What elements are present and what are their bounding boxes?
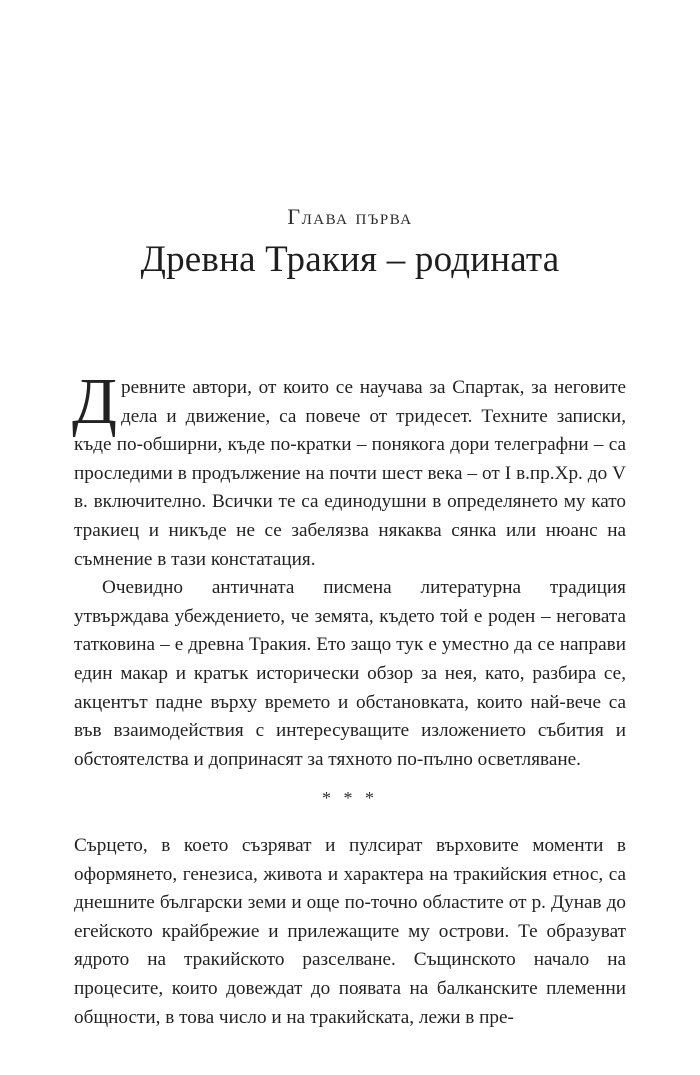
chapter-title: Древна Тракия – родината	[140, 239, 560, 280]
book-page	[74, 0, 626, 1075]
intro-paragraph	[72, 365, 626, 574]
intro-paragraph-text: ревните автори, от които се научава за Спартак, за неговите дела и движение, са повече от тридесет. Техните записки, къде по-обширни, къде по-кратки – понякога дори телеграфни – са проследими в продължение на почти шест века – от I в.пр.Хр. до V в. включително. Всички те са единодушни в определянето му като тракиец и никъде не се забелязва някаква сянка или нюанс на съмнение в тази констатация.	[74, 377, 626, 570]
chapter-label: Глава първа	[287, 204, 413, 229]
chapter-intro-section	[72, 365, 626, 774]
second-paragraph: Очевидно античната писмена литературна традиция утвърждава убеждението, че земята, където той е роден – неговата татковина – е древна Тракия. Ето защо тук е уместно да се направи един макар и кратък исторически обзор за нея, като, разбира се, акцентът падне върху времето и обстановката, които най-вече са във взаимодействия с интересуващите изложението събития и обстоятелства и допринасят за тяхното по-пълно осветляване.	[74, 577, 626, 770]
drop-cap: Д	[72, 365, 118, 438]
third-paragraph: Сърцето, в което съзряват и пулсират върховите моменти в оформянето, генезиса, живота и характера на тракийския етнос, са днешните български земи и още по-точно областите от р. Дунав до егейското крайбрежие и прилежащите му острови. Те образуват ядрото на тракийското разселване. Същинското начало на процесите, които довеждат до появата на балканските племенни общности, в това число и на тракийската, лежи в пре-	[74, 835, 626, 1028]
second-section	[74, 832, 626, 1032]
section-separator: * * *	[322, 788, 378, 808]
